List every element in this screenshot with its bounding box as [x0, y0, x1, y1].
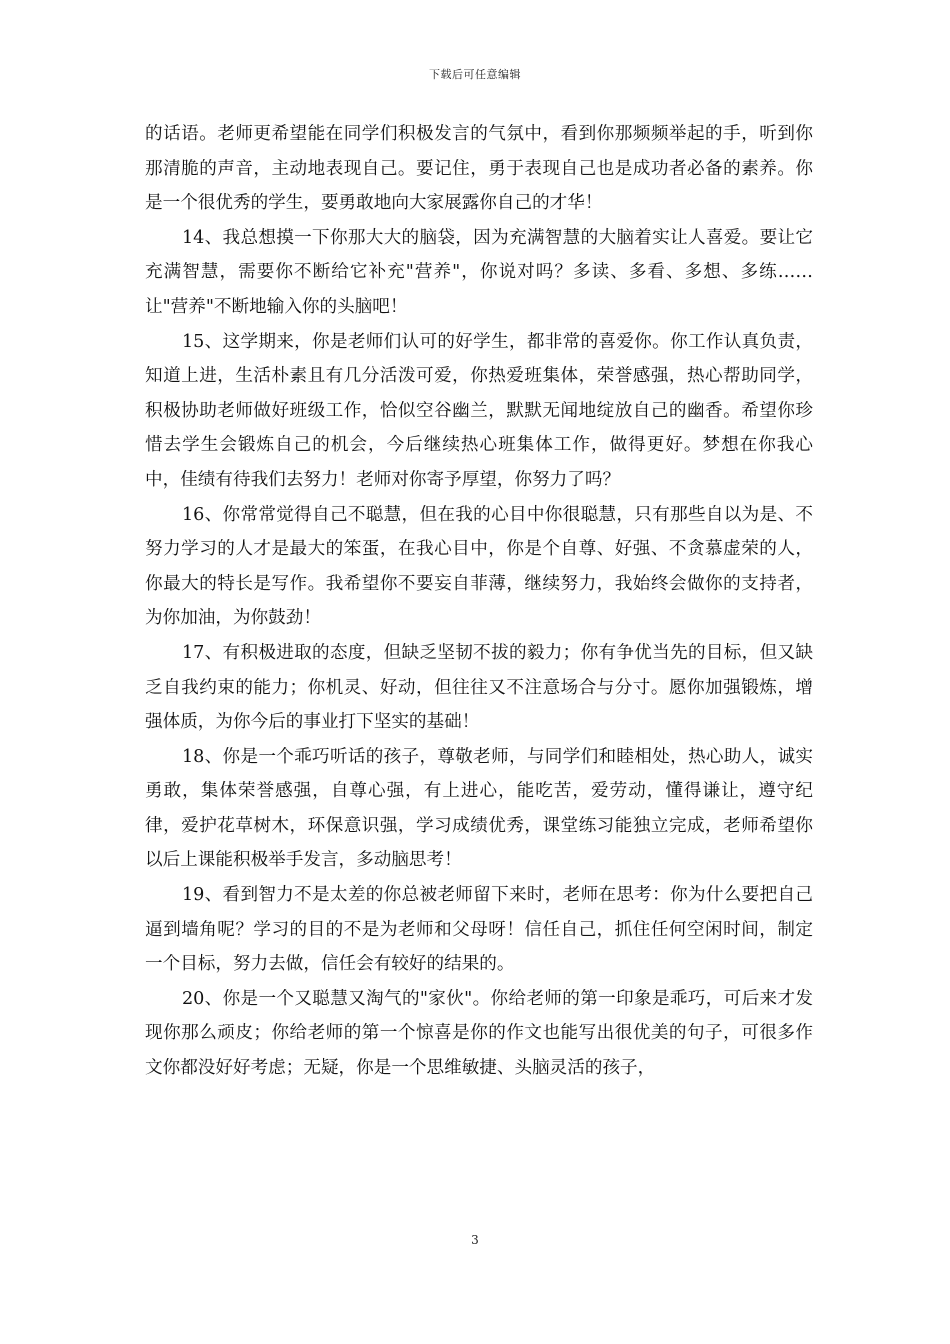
page-header: 下载后可任意编辑	[429, 68, 521, 81]
document-body	[145, 117, 813, 1086]
paragraph-19: 19、看到智力不是太差的你总被老师留下来时，老师在思考：你为什么要把自己逼到墙角呢？学习的目的不是为老师和父母呀！信任自己，抓住任何空闲时间，制定一个目标，努力去做，信任会有较好的结果的。	[145, 885, 813, 975]
paragraph-18: 18、你是一个乖巧听话的孩子，尊敬老师，与同学们和睦相处，热心助人，诚实勇敢，集体荣誉感强，自尊心强，有上进心，能吃苦，爱劳动，懂得谦让，遵守纪律，爱护花草树木，环保意识强，学习成绩优秀，课堂练习能独立完成，老师希望你以后上课能积极举手发言，多动脑思考！	[145, 746, 813, 871]
paragraph-17: 17、有积极进取的态度，但缺乏坚韧不拔的毅力；你有争优当先的目标，但又缺乏自我约束的能力；你机灵、好动，但往往又不注意场合与分寸。愿你加强锻炼，增强体质，为你今后的事业打下坚实的基础！	[145, 642, 813, 733]
paragraph-continuation: 的话语。老师更希望能在同学们积极发言的气氛中，看到你那频频举起的手，听到你那清脆的声音，主动地表现自己。要记住，勇于表现自己也是成功者必备的素养。你是一个很优秀的学生，要勇敢地向大家展露你自己的才华！	[145, 124, 813, 214]
page-number: 3	[471, 1233, 479, 1247]
paragraph-16: 16、你常常觉得自己不聪慧，但在我的心目中你很聪慧，只有那些自以为是、不努力学习的人才是最大的笨蛋，在我心目中，你是个自尊、好强、不贪慕虚荣的人，你最大的特长是写作。我希望你不要妄自菲薄，继续努力，我始终会做你的支持者，为你加油，为你鼓劲！	[145, 504, 813, 629]
paragraph-20: 20、你是一个又聪慧又淘气的"家伙"。你给老师的第一印象是乖巧，可后来才发现你那么顽皮；你给老师的第一个惊喜是你的作文也能写出很优美的句子，可很多作文你都没好好考虑；无疑，你是一个思维敏捷、头脑灵活的孩子，	[145, 988, 813, 1079]
paragraph-14: 14、我总想摸一下你那大大的脑袋，因为充满智慧的大脑着实让人喜爱。要让它充满智慧，需要你不断给它补充"营养"，你说对吗？多读、多看、多想、多练……让"营养"不断地输入你的头脑吧！	[145, 227, 813, 317]
paragraph-15: 15、这学期来，你是老师们认可的好学生，都非常的喜爱你。你工作认真负责，知道上进，生活朴素且有几分活泼可爱，你热爱班集体，荣誉感强，热心帮助同学，积极协助老师做好班级工作，恰似空谷幽兰，默默无闻地绽放自己的幽香。希望你珍惜去学生会锻炼自己的机会，今后继续热心班集体工作，做得更好。梦想在你我心中，佳绩有待我们去努力！老师对你寄予厚望，你努力了吗？	[145, 331, 813, 490]
